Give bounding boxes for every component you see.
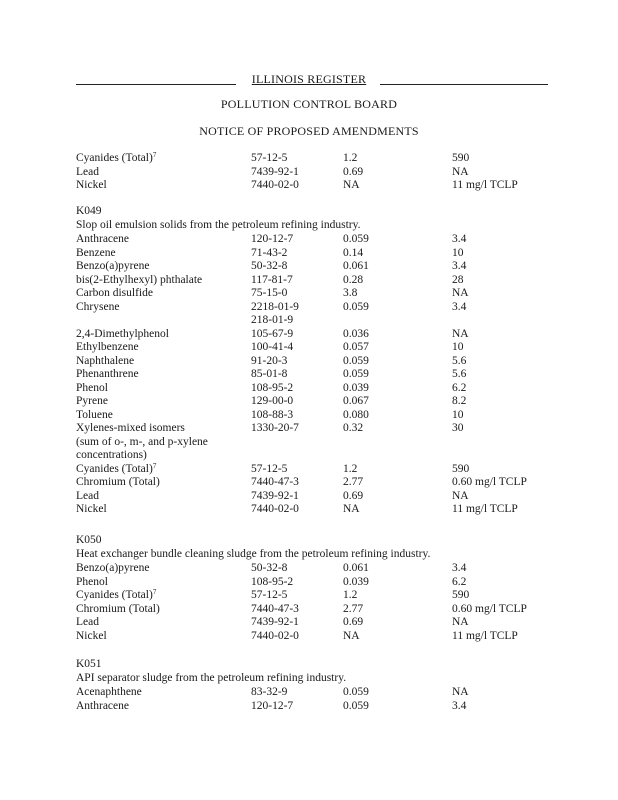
cas-number: 7440-02-0 [251, 629, 299, 642]
nonwastewater-limit: 3.4 [452, 233, 467, 245]
wastewater-value: 0.69 [343, 616, 364, 628]
cas-number: 100-41-4 [251, 341, 294, 353]
nonwastewater-limit: 0.60 mg/l TCLP [452, 602, 527, 615]
table-row [0, 340, 618, 354]
nonwastewater-limit: 28 [452, 273, 464, 286]
wastewater-value: 0.059 [343, 300, 369, 313]
wastewater-value: 1.2 [343, 462, 358, 475]
constituent-name [76, 354, 134, 368]
cas-number: 129-00-0 [251, 395, 294, 407]
constituent-name-text: Benzo(a)pyrene [76, 260, 150, 272]
wastewater-value: 0.28 [343, 273, 364, 286]
nonwastewater-limit: 6.2 [452, 381, 467, 394]
nonwastewater-limit: 3.4 [452, 699, 467, 712]
cas-number: 108-88-3 [251, 408, 294, 421]
constituent-name [76, 502, 107, 516]
cas-number: 7440-47-3 [251, 602, 299, 615]
constituent-name-text: Toluene [76, 408, 113, 421]
constituent-name-text: Acenaphthene [76, 686, 142, 698]
cas-number: 218-01-9 [251, 314, 294, 326]
wastewater-value: 0.059 [343, 686, 369, 698]
cas-number: 83-32-9 [251, 686, 288, 698]
cas-number: 2218-01-9 [251, 300, 299, 313]
nonwastewater-limit: 8.2 [452, 395, 467, 407]
constituent-name [76, 629, 107, 643]
constituent-name [76, 588, 156, 602]
table-row [0, 489, 618, 503]
constituent-name [76, 575, 108, 589]
table-row [0, 448, 618, 462]
constituent-name [76, 462, 156, 476]
constituent-name [76, 178, 107, 192]
table-row [0, 354, 618, 368]
constituent-name [76, 448, 147, 462]
constituent-name [76, 435, 208, 449]
constituent-name-text: Anthracene [76, 699, 129, 712]
cas-number: 108-95-2 [251, 381, 294, 394]
table-row [0, 327, 618, 341]
notice-title: NOTICE OF PROPOSED AMENDMENTS [199, 124, 419, 138]
constituent-name [76, 165, 99, 179]
constituent-name-text: Naphthalene [76, 354, 135, 367]
table-row [0, 602, 618, 616]
constituent-name [76, 246, 116, 260]
cas-number: 50-32-8 [251, 260, 288, 272]
table-row [0, 629, 618, 643]
wastewater-value: NA [343, 629, 360, 642]
register-title: ILLINOIS REGISTER [251, 72, 367, 86]
constituent-name-text: Phenol [76, 381, 108, 394]
nonwastewater-limit: 11 mg/l TCLP [452, 503, 518, 515]
constituent-name-text: Pyrene [76, 395, 108, 407]
nonwastewater-limit: NA [452, 287, 469, 299]
wastewater-value: 0.32 [343, 422, 364, 434]
wastewater-value: 0.14 [343, 246, 364, 259]
nonwastewater-limit: 3.4 [452, 260, 467, 272]
constituent-name [76, 561, 149, 575]
cas-number: 7440-47-3 [251, 476, 299, 488]
table-row [0, 165, 618, 179]
nonwastewater-limit: 10 [452, 246, 464, 259]
cas-number: 75-15-0 [251, 287, 288, 299]
nonwastewater-limit: 3.4 [452, 300, 467, 313]
wastewater-value: 0.69 [343, 489, 364, 502]
constituent-name-text: Lead [76, 489, 99, 502]
wastewater-value: 0.059 [343, 354, 369, 367]
constituent-name-text: 2,4-Dimethylphenol [76, 327, 169, 340]
wastewater-value: 0.067 [343, 395, 369, 407]
nonwastewater-limit: NA [452, 616, 469, 628]
table-row [0, 367, 618, 381]
table-row [0, 300, 618, 314]
constituent-name [76, 232, 129, 246]
wastewater-value: NA [343, 179, 360, 191]
cas-number: 7439-92-1 [251, 489, 299, 502]
table-row [0, 273, 618, 287]
table-row [0, 394, 618, 408]
constituent-name-text: Nickel [76, 503, 107, 515]
constituent-name [76, 602, 160, 616]
cas-number: 1330-20-7 [251, 422, 299, 434]
k051-description: API separator sludge from the petroleum refining industry. [76, 672, 347, 684]
constituent-name [76, 685, 142, 699]
constituent-name-text: Benzo(a)pyrene [76, 562, 150, 574]
table-row [0, 313, 618, 327]
cas-number: 120-12-7 [251, 233, 294, 245]
wastewater-value: 0.69 [343, 165, 364, 178]
nonwastewater-limit: 590 [452, 462, 470, 475]
constituent-name-text: Lead [76, 616, 99, 628]
table-row [0, 685, 618, 699]
cas-number: 7440-02-0 [251, 503, 299, 515]
nonwastewater-limit: 0.60 mg/l TCLP [452, 476, 527, 488]
constituent-name [76, 615, 99, 629]
constituent-name [76, 408, 113, 422]
table-row [0, 699, 618, 713]
wastewater-value: 3.8 [343, 287, 358, 299]
wastewater-value: NA [343, 503, 360, 515]
k050-description: Heat exchanger bundle cleaning sludge from the petroleum refining industry. [76, 548, 431, 560]
constituent-name-text: Benzene [76, 246, 116, 259]
constituent-name [76, 300, 119, 314]
constituent-name-text: Cyanides (Total) [76, 152, 153, 164]
cas-number: 85-01-8 [251, 368, 288, 380]
cas-number: 50-32-8 [251, 562, 288, 574]
k049-description: Slop oil emulsion solids from the petroleum refining industry. [76, 219, 361, 231]
wastewater-value: 0.057 [343, 341, 369, 353]
constituent-name [76, 475, 160, 489]
constituent-name-text: Carbon disulfide [76, 287, 153, 299]
table-row [0, 588, 618, 602]
nonwastewater-limit: 10 [452, 341, 464, 353]
nonwastewater-limit: 5.6 [452, 368, 467, 380]
cas-number: 57-12-5 [251, 152, 288, 164]
wastewater-value: 0.061 [343, 260, 369, 272]
nonwastewater-limit: 6.2 [452, 575, 467, 588]
constituent-name [76, 327, 169, 341]
footnote-mark: 7 [152, 588, 157, 596]
wastewater-value: 1.2 [343, 589, 358, 601]
table-row [0, 475, 618, 489]
k049-code: K049 [76, 205, 102, 217]
table-row [0, 178, 618, 192]
table-row [0, 286, 618, 300]
table-row [0, 408, 618, 422]
constituent-name-text: Anthracene [76, 233, 129, 245]
cas-number: 120-12-7 [251, 699, 294, 712]
cas-number: 105-67-9 [251, 327, 294, 340]
wastewater-value: 0.039 [343, 381, 369, 394]
constituent-name [76, 381, 108, 395]
k051-code: K051 [76, 658, 102, 670]
nonwastewater-limit: 590 [452, 589, 470, 601]
wastewater-value: 0.059 [343, 699, 369, 712]
constituent-name [76, 699, 129, 713]
wastewater-value: 0.061 [343, 562, 369, 574]
wastewater-value: 2.77 [343, 476, 364, 488]
constituent-name-text: Phenol [76, 575, 108, 588]
nonwastewater-limit: 3.4 [452, 562, 467, 574]
constituent-name-text: Cyanides (Total) [76, 589, 153, 601]
footnote-mark: 7 [152, 461, 157, 470]
board-title: POLLUTION CONTROL BOARD [220, 97, 398, 111]
constituent-name-text: Chromium (Total) [76, 602, 160, 615]
constituent-name-text: (sum of o-, m-, and p-xylene [76, 435, 208, 448]
constituent-name [76, 489, 99, 503]
table-row [0, 259, 618, 273]
cas-number: 71-43-2 [251, 246, 288, 259]
table-row [0, 502, 618, 516]
wastewater-value: 0.080 [343, 408, 369, 421]
table-row [0, 575, 618, 589]
constituent-name-text: bis(2-Ethylhexyl) phthalate [76, 273, 203, 286]
constituent-name-text: Chrysene [76, 300, 120, 313]
constituent-name [76, 286, 153, 300]
table-row [0, 462, 618, 476]
constituent-name [76, 273, 202, 287]
wastewater-value: 0.036 [343, 327, 369, 340]
cas-number: 117-81-7 [251, 273, 293, 286]
cas-number: 91-20-3 [251, 354, 288, 367]
nonwastewater-limit: 30 [452, 422, 464, 434]
constituent-name-text: Nickel [76, 179, 107, 191]
nonwastewater-limit: 11 mg/l TCLP [452, 629, 518, 642]
constituent-name-text: Cyanides (Total) [76, 462, 153, 475]
table-row [0, 246, 618, 260]
cas-number: 57-12-5 [251, 589, 288, 601]
wastewater-value: 2.77 [343, 602, 364, 615]
table-row [0, 232, 618, 246]
table-row [0, 435, 618, 449]
constituent-name [76, 421, 185, 435]
nonwastewater-limit: NA [452, 327, 469, 340]
constituent-name [76, 367, 139, 381]
cas-number: 7440-02-0 [251, 179, 299, 191]
nonwastewater-limit: NA [452, 489, 469, 502]
k050-code: K050 [76, 534, 102, 546]
nonwastewater-limit: 10 [452, 408, 464, 421]
constituent-name-text: Xylenes-mixed isomers [76, 422, 185, 434]
table-row [0, 561, 618, 575]
cas-number: 7439-92-1 [251, 616, 299, 628]
wastewater-value: 1.2 [343, 152, 358, 164]
constituent-name [76, 259, 149, 273]
nonwastewater-limit: 5.6 [452, 354, 467, 367]
wastewater-value: 0.059 [343, 368, 369, 380]
cas-number: 7439-92-1 [251, 165, 299, 178]
constituent-name-text: Chromium (Total) [76, 476, 160, 488]
table-row [0, 151, 618, 165]
constituent-name-text: concentrations) [76, 449, 147, 461]
wastewater-value: 0.039 [343, 575, 369, 588]
cas-number: 108-95-2 [251, 575, 294, 588]
constituent-name-text: Phenanthrene [76, 368, 139, 380]
constituent-name-text: Ethylbenzene [76, 341, 139, 353]
constituent-name [76, 340, 139, 354]
nonwastewater-limit: NA [452, 165, 469, 178]
nonwastewater-limit: 590 [452, 152, 470, 164]
table-row [0, 615, 618, 629]
nonwastewater-limit: 11 mg/l TCLP [452, 179, 518, 191]
cas-number: 57-12-5 [251, 462, 288, 475]
constituent-name-text: Lead [76, 165, 99, 178]
table-row [0, 421, 618, 435]
nonwastewater-limit: NA [452, 686, 469, 698]
table-row [0, 381, 618, 395]
footnote-mark: 7 [152, 151, 157, 159]
constituent-name-text: Nickel [76, 629, 107, 642]
constituent-name [76, 394, 108, 408]
wastewater-value: 0.059 [343, 233, 369, 245]
constituent-name [76, 151, 156, 165]
